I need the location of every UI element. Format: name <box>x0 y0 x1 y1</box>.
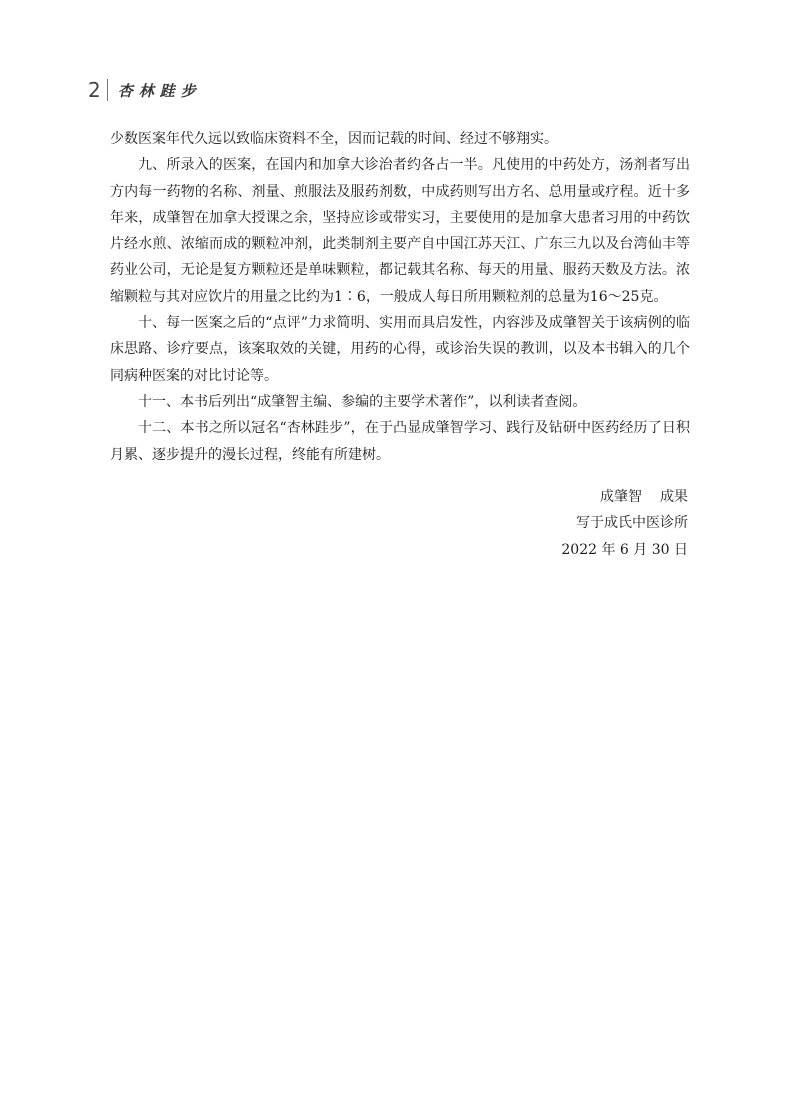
paragraph-item-10: 十、每一医案之后的“点评”力求简明、实用而具启发性，内容涉及成肇智关于该病例的临床思路、诊疗要点，该案取效的关键，用药的心得，或诊治失误的教训，以及本书辑入的几个同病种医案的对比讨论等。 <box>110 315 690 384</box>
signature-authors <box>561 484 688 510</box>
body-text <box>110 126 690 468</box>
author-name-2: 成果 <box>660 489 688 505</box>
paragraph-item-12: 十二、本书之所以冠名“杏林跬步”，在于凸显成肇智学习、践行及钻研中医药经历了日积月累、逐步提升的漫长过程，终能有所建树。 <box>110 420 690 463</box>
header-divider <box>107 79 108 101</box>
signature-block <box>561 484 688 563</box>
paragraph-continuation: 少数医案年代久远以致临床资料不全，因而记载的时间、经过不够翔实。 <box>110 131 558 147</box>
page-number: 2 <box>88 78 101 102</box>
page-header <box>88 76 202 104</box>
signature-date: 2022 年 6 月 30 日 <box>561 541 688 558</box>
author-name-1: 成肇智 <box>600 489 642 505</box>
signature-place: 写于成氏中医诊所 <box>576 515 688 532</box>
running-title: 杏林跬步 <box>117 81 202 100</box>
paragraph-item-9: 九、所录入的医案，在国内和加拿大诊治者约各占一半。凡使用的中药处方，汤剂者写出方内每一药物的名称、剂量、煎服法及服药剂数，中成药则写出方名、总用量或疗程。近十多年来，成肇智在加拿大授课之余，坚持应诊或带实习，主要使用的是加拿大患者习用的中药饮片经水煎、浓缩而成的颗粒冲剂，此类制剂主要产自中国江苏天江、广东三九以及台湾仙丰等药业公司，无论是复方颗粒还是单味颗粒，都记载其名称、每天的用量、服药天数及方法。浓缩颗粒与其对应饮片的用量之比约为1∶6，一般成人每日所用颗粒剂的总量为16～25克。 <box>110 157 690 305</box>
paragraph-item-11: 十一、本书后列出“成肇智主编、参编的主要学术著作”，以利读者查阅。 <box>138 393 587 410</box>
